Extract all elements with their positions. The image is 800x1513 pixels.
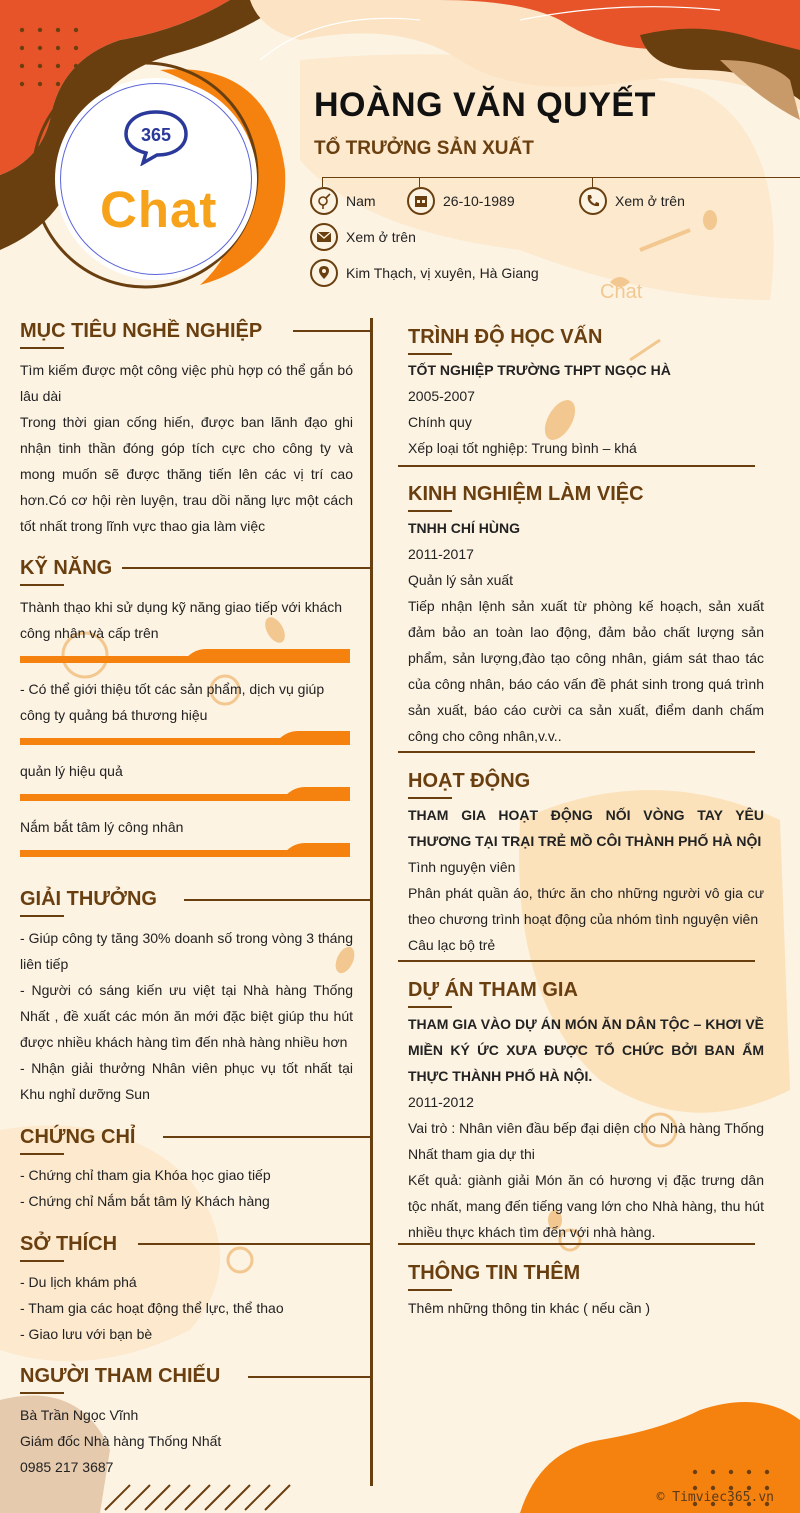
experience-company: TNHH CHÍ HÙNG bbox=[408, 520, 520, 536]
watermark: © Timviec365.vn bbox=[656, 1490, 774, 1505]
hobbies-text bbox=[20, 1269, 353, 1347]
education-mode: Chính quy bbox=[408, 414, 472, 430]
candidate-position: TỔ TRƯỞNG SẢN XUẤT bbox=[314, 138, 534, 159]
education-heading: TRÌNH ĐỘ HỌC VẤN bbox=[408, 326, 603, 348]
reference-phone: 0985 217 3687 bbox=[20, 1459, 114, 1475]
skill-item-2: - Có thể giới thiệu tốt các sản phẩm, dịch vụ giúp công ty quảng bá thương hiệu bbox=[20, 681, 325, 723]
column-divider bbox=[370, 318, 373, 1486]
skill-bar-3 bbox=[20, 787, 350, 801]
projects-title: THAM GIA VÀO DỰ ÁN MÓN ĂN DÂN TỘC – KHƠI VỀ MIỀN KÝ ỨC XƯA ĐƯỢC TỔ CHỨC BỞI BAN ẨM THỰC THÀNH PHỐ HÀ NỘI. bbox=[408, 1016, 764, 1084]
contact-email bbox=[310, 223, 416, 251]
logo-365-text: 365 bbox=[140, 125, 172, 145]
certificates-heading: CHỨNG CHỈ bbox=[20, 1126, 136, 1148]
skill-item-1: Thành thạo khi sử dụng kỹ năng giao tiếp với khách công nhân và cấp trên bbox=[20, 599, 343, 641]
projects-period: 2011-2012 bbox=[408, 1094, 474, 1110]
awards-heading: GIẢI THƯỞNG bbox=[20, 888, 157, 910]
svg-text:Chat: Chat bbox=[600, 281, 643, 303]
objective-text bbox=[20, 357, 353, 539]
hobby-3: - Giao lưu với bạn bè bbox=[20, 1326, 153, 1342]
chat-bubble-icon bbox=[123, 108, 189, 166]
section-skills bbox=[20, 557, 370, 586]
activities-role: Tình nguyện viên bbox=[408, 859, 516, 875]
certificates-text bbox=[20, 1162, 353, 1214]
certificate-1: - Chứng chỉ tham gia Khóa học giao tiếp bbox=[20, 1167, 271, 1183]
logo-chat-word: Chat bbox=[100, 181, 218, 238]
education-grade: Xếp loại tốt nghiệp: Trung bình – khá bbox=[408, 440, 637, 456]
activities-org: Câu lạc bộ trẻ bbox=[408, 937, 496, 953]
section-hobbies bbox=[20, 1233, 370, 1262]
awards-text bbox=[20, 925, 353, 1107]
activities-title: THAM GIA HOẠT ĐỘNG NỐI VÒNG TAY YÊU THƯƠNG TẠI TRẠI TRẺ MỒ CÔI THÀNH PHỐ HÀ NỘI bbox=[408, 807, 764, 849]
location-pin-icon bbox=[310, 259, 338, 287]
section-awards bbox=[20, 888, 370, 917]
candidate-name: HOÀNG VĂN QUYẾT bbox=[314, 86, 656, 124]
section-reference bbox=[20, 1365, 370, 1394]
hobby-2: - Tham gia các hoạt động thể lực, thể thao bbox=[20, 1300, 284, 1316]
skills-heading: KỸ NĂNG bbox=[20, 557, 113, 579]
activities-text bbox=[408, 802, 764, 958]
activities-heading: HOẠT ĐỘNG bbox=[408, 770, 531, 792]
projects-heading: DỰ ÁN THAM GIA bbox=[408, 979, 578, 1001]
projects-role: Vai trò : Nhân viên đầu bếp đại diện cho Nhà hàng Thống Nhất tham gia dự thi bbox=[408, 1120, 764, 1162]
skill-bar-4 bbox=[20, 843, 350, 857]
hobby-1: - Du lịch khám phá bbox=[20, 1274, 137, 1290]
calendar-icon bbox=[407, 187, 435, 215]
hobbies-heading: SỞ THÍCH bbox=[20, 1233, 118, 1255]
contact-birthday bbox=[407, 187, 515, 215]
award-2: - Người có sáng kiến ưu việt tại Nhà hàng Thống Nhất , đề xuất các món ăn mới đặc biệt giúp thu hút được nhiều khách hàng tìm đến nhà hàng nhiều hơn bbox=[20, 982, 353, 1050]
phone-value: Xem ở trên bbox=[615, 193, 685, 209]
section-extra bbox=[408, 1262, 580, 1291]
section-experience bbox=[408, 483, 644, 512]
section-certificates bbox=[20, 1126, 370, 1155]
section-objective bbox=[20, 320, 370, 349]
experience-role: Quản lý sản xuất bbox=[408, 572, 514, 588]
projects-result: Kết quả: giành giải Món ăn có hương vị đặc trưng dân tộc nhất, mang đến tiếng vang lớn cho Nhà hàng, thu hút nhiều thực khách tìm đến với nhà hàng. bbox=[408, 1172, 764, 1240]
skill-item-4: Nắm bắt tâm lý công nhân bbox=[20, 819, 184, 835]
experience-period: 2011-2017 bbox=[408, 546, 474, 562]
skill-item-3: quản lý hiệu quả bbox=[20, 763, 123, 779]
section-projects bbox=[408, 979, 578, 1008]
activities-desc: Phân phát quần áo, thức ăn cho những người vô gia cư theo chương trình hoạt động của nhóm tình nguyện viên bbox=[408, 885, 764, 927]
address-value: Kim Thạch, vị xuyên, Hà Giang bbox=[346, 265, 539, 281]
experience-heading: KINH NGHIỆM LÀM VIỆC bbox=[408, 483, 644, 505]
header-divider bbox=[322, 177, 800, 178]
extra-heading: THÔNG TIN THÊM bbox=[408, 1262, 581, 1284]
objective-p2: Trong thời gian cống hiến, được ban lãnh đạo ghi nhận tinh thần đóng góp tích cực cho công ty và mong muốn sẽ được thăng tiến lên các vị trí cao hơn.Có cơ hội rèn luyện, trau dồi năng lực một cách tốt nhất trong lĩnh vực thao gia làm việc bbox=[20, 414, 353, 534]
experience-desc: Tiếp nhận lệnh sản xuất từ phòng kế hoạch, sản xuất đảm bảo an toàn lao động, đảm bảo chất lượng sản phẩm, sản lượng,đào tạo công nhân, giám sát thao tác của công nhân, báo cáo vấn đề phát sinh trong quá trình sản xuất, báo cáo cười ca sản xuất, điểm danh chấm công cho công nhân,v.v.. bbox=[408, 598, 764, 744]
section-education bbox=[408, 326, 602, 355]
projects-text bbox=[408, 1011, 764, 1245]
education-period: 2005-2007 bbox=[408, 388, 475, 404]
certificate-2: - Chứng chỉ Nắm bắt tâm lý Khách hàng bbox=[20, 1193, 270, 1209]
reference-name: Bà Trần Ngọc Vĩnh bbox=[20, 1407, 139, 1423]
extra-info: Thêm những thông tin khác ( nếu cần ) bbox=[408, 1300, 651, 1316]
contact-address bbox=[310, 259, 539, 287]
award-1: - Giúp công ty tăng 30% doanh số trong vòng 3 tháng liên tiếp bbox=[20, 930, 353, 972]
contact-phone bbox=[579, 187, 685, 215]
skill-bar-1 bbox=[20, 649, 350, 663]
gender-icon bbox=[310, 187, 338, 215]
phone-icon bbox=[579, 187, 607, 215]
education-school: TỐT NGHIỆP TRƯỜNG THPT NGỌC HÀ bbox=[408, 362, 671, 378]
gender-value: Nam bbox=[346, 193, 376, 209]
contact-gender bbox=[310, 187, 376, 215]
email-icon bbox=[310, 223, 338, 251]
objective-p1: Tìm kiếm được một công việc phù hợp có thể gắn bó lâu dài bbox=[20, 362, 353, 404]
extra-text bbox=[408, 1295, 764, 1321]
experience-text bbox=[408, 515, 764, 749]
reference-text bbox=[20, 1402, 353, 1480]
education-text bbox=[408, 357, 764, 461]
birthday-value: 26-10-1989 bbox=[443, 193, 515, 209]
reference-role: Giám đốc Nhà hàng Thống Nhất bbox=[20, 1433, 222, 1449]
email-value: Xem ở trên bbox=[346, 229, 416, 245]
skill-bar-2 bbox=[20, 731, 350, 745]
award-3: - Nhận giải thưởng Nhân viên phục vụ tốt nhất tại Khu nghỉ dưỡng Sun bbox=[20, 1060, 353, 1102]
objective-heading: MỤC TIÊU NGHỀ NGHIỆP bbox=[20, 320, 263, 342]
section-activities bbox=[408, 770, 530, 799]
reference-heading: NGƯỜI THAM CHIẾU bbox=[20, 1365, 221, 1387]
